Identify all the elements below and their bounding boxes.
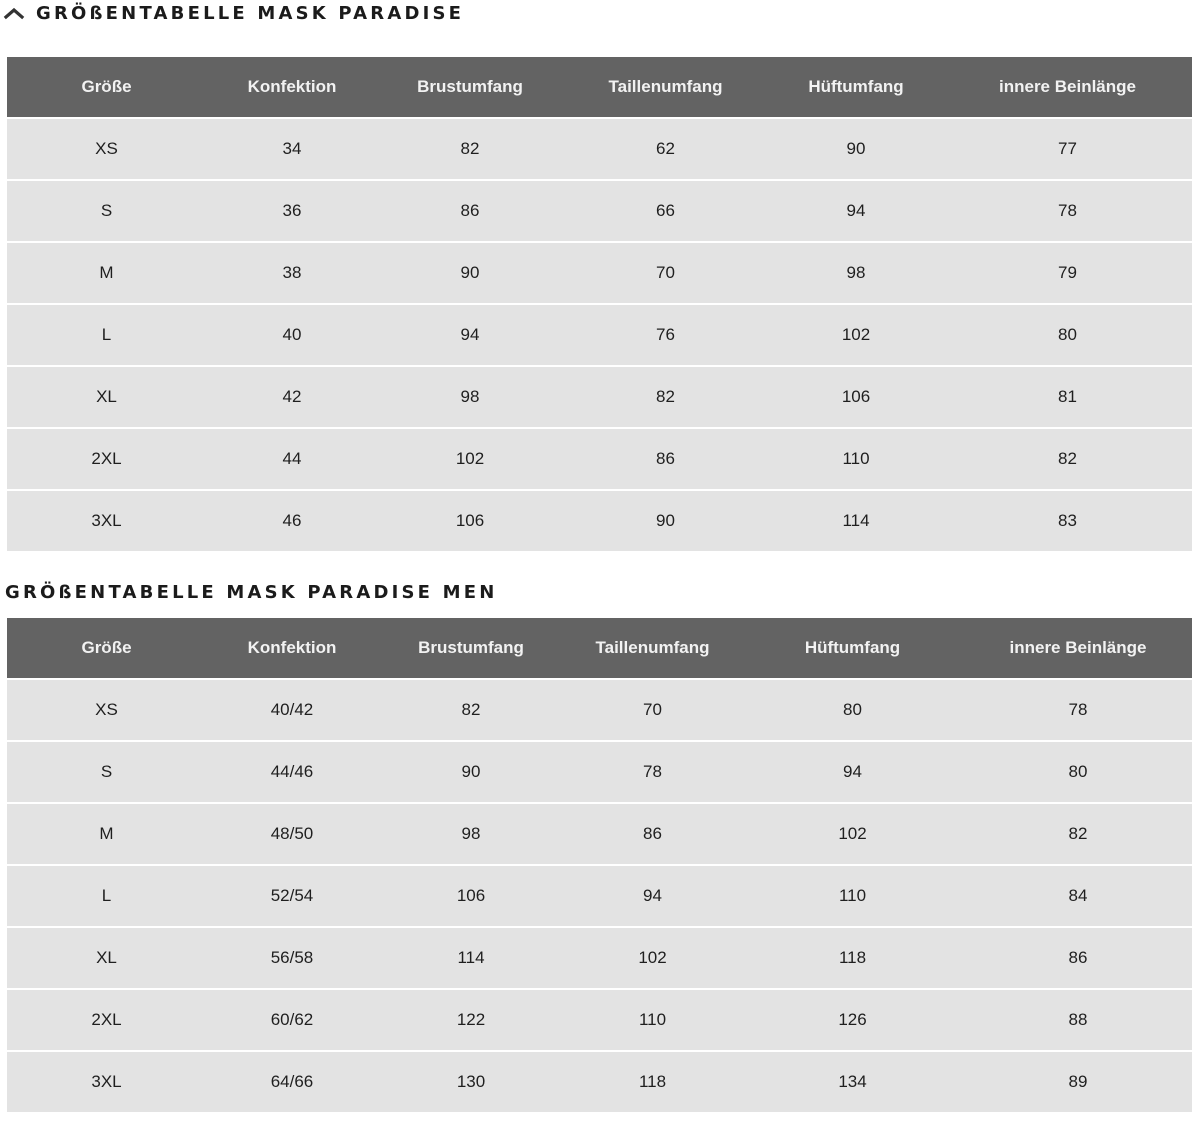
table-cell: 79 <box>943 242 1192 304</box>
table-row <box>7 803 1192 865</box>
table-row <box>7 118 1192 180</box>
table-cell: 70 <box>564 679 741 741</box>
table-cell: 134 <box>741 1051 964 1112</box>
table-cell: XL <box>7 366 206 428</box>
table-cell: 76 <box>562 304 769 366</box>
table-row <box>7 1051 1192 1112</box>
table-cell: 2XL <box>7 989 206 1051</box>
table-cell: 82 <box>378 679 564 741</box>
table-cell: 66 <box>562 180 769 242</box>
table-cell: 82 <box>378 118 562 180</box>
table-cell: 94 <box>769 180 943 242</box>
table-row <box>7 927 1192 989</box>
table-cell: 81 <box>943 366 1192 428</box>
table-cell: 44 <box>206 428 378 490</box>
table-cell: 84 <box>964 865 1192 927</box>
table-row <box>7 180 1192 242</box>
table-cell: 38 <box>206 242 378 304</box>
column-header: Größe <box>7 618 206 679</box>
table-cell: 98 <box>378 366 562 428</box>
table-cell: 83 <box>943 490 1192 551</box>
table-cell: 118 <box>741 927 964 989</box>
table-cell: 34 <box>206 118 378 180</box>
table-cell: 62 <box>562 118 769 180</box>
table-cell: 102 <box>378 428 562 490</box>
table-cell: 36 <box>206 180 378 242</box>
table-cell: 78 <box>943 180 1192 242</box>
table-cell: XL <box>7 927 206 989</box>
table-cell: 60/62 <box>206 989 378 1051</box>
table-cell: 42 <box>206 366 378 428</box>
table-cell: 88 <box>964 989 1192 1051</box>
table-cell: 122 <box>378 989 564 1051</box>
table-row <box>7 989 1192 1051</box>
table-cell: L <box>7 865 206 927</box>
table-cell: XS <box>7 679 206 741</box>
table-cell: 40 <box>206 304 378 366</box>
table-cell: 90 <box>378 242 562 304</box>
column-header: Taillenumfang <box>564 618 741 679</box>
table-cell: 77 <box>943 118 1192 180</box>
table-cell: 110 <box>741 865 964 927</box>
table-cell: L <box>7 304 206 366</box>
table-cell: 102 <box>564 927 741 989</box>
table-cell: 80 <box>943 304 1192 366</box>
table-cell: 90 <box>769 118 943 180</box>
column-header: Taillenumfang <box>562 57 769 118</box>
table-cell: 80 <box>964 741 1192 803</box>
column-header: innere Beinlänge <box>964 618 1192 679</box>
table-cell: 98 <box>769 242 943 304</box>
table-cell: 52/54 <box>206 865 378 927</box>
table-cell: XS <box>7 118 206 180</box>
column-header: Hüftumfang <box>741 618 964 679</box>
column-header: Hüftumfang <box>769 57 943 118</box>
table-cell: 86 <box>564 803 741 865</box>
table-cell: 82 <box>562 366 769 428</box>
table-cell: 70 <box>562 242 769 304</box>
table-cell: 82 <box>943 428 1192 490</box>
table-cell: M <box>7 803 206 865</box>
table-cell: 106 <box>378 865 564 927</box>
table-cell: 48/50 <box>206 803 378 865</box>
table-cell: 78 <box>964 679 1192 741</box>
table-cell: 80 <box>741 679 964 741</box>
table-cell: 118 <box>564 1051 741 1112</box>
table-cell: 110 <box>769 428 943 490</box>
table-cell: 106 <box>769 366 943 428</box>
table-cell: 86 <box>964 927 1192 989</box>
column-header: Konfektion <box>206 618 378 679</box>
table-row <box>7 366 1192 428</box>
table-cell: 46 <box>206 490 378 551</box>
table-cell: 114 <box>378 927 564 989</box>
women-size-chart-title: GRÖßENTABELLE MASK PARADISE <box>36 2 465 24</box>
table-cell: 89 <box>964 1051 1192 1112</box>
men-size-chart-heading[interactable] <box>5 580 498 604</box>
table-cell: 2XL <box>7 428 206 490</box>
table-cell: 90 <box>562 490 769 551</box>
men-size-chart-title: GRÖßENTABELLE MASK PARADISE MEN <box>5 581 498 603</box>
column-header: Größe <box>7 57 206 118</box>
table-cell: 94 <box>378 304 562 366</box>
table-cell: 114 <box>769 490 943 551</box>
women-size-table <box>7 57 1192 551</box>
table-cell: 3XL <box>7 1051 206 1112</box>
men-size-table <box>7 618 1192 1112</box>
table-cell: 102 <box>769 304 943 366</box>
chevron-up-icon[interactable] <box>3 6 25 20</box>
table-row <box>7 242 1192 304</box>
table-header-row <box>7 618 1192 679</box>
table-cell: 98 <box>378 803 564 865</box>
table-cell: 78 <box>564 741 741 803</box>
table-row <box>7 428 1192 490</box>
table-cell: 86 <box>378 180 562 242</box>
table-cell: 126 <box>741 989 964 1051</box>
table-cell: 3XL <box>7 490 206 551</box>
table-cell: S <box>7 180 206 242</box>
women-size-chart-heading[interactable] <box>3 1 464 25</box>
table-row <box>7 679 1192 741</box>
table-cell: 82 <box>964 803 1192 865</box>
table-cell: 56/58 <box>206 927 378 989</box>
column-header: Konfektion <box>206 57 378 118</box>
table-cell: 40/42 <box>206 679 378 741</box>
table-row <box>7 490 1192 551</box>
table-cell: 130 <box>378 1051 564 1112</box>
table-cell: 94 <box>741 741 964 803</box>
column-header: Brustumfang <box>378 57 562 118</box>
table-cell: 90 <box>378 741 564 803</box>
table-row <box>7 865 1192 927</box>
table-cell: S <box>7 741 206 803</box>
table-cell: 110 <box>564 989 741 1051</box>
table-row <box>7 741 1192 803</box>
table-cell: 86 <box>562 428 769 490</box>
column-header: Brustumfang <box>378 618 564 679</box>
table-cell: 94 <box>564 865 741 927</box>
table-cell: M <box>7 242 206 304</box>
table-cell: 64/66 <box>206 1051 378 1112</box>
table-cell: 44/46 <box>206 741 378 803</box>
column-header: innere Beinlänge <box>943 57 1192 118</box>
table-header-row <box>7 57 1192 118</box>
table-cell: 106 <box>378 490 562 551</box>
table-row <box>7 304 1192 366</box>
table-cell: 102 <box>741 803 964 865</box>
